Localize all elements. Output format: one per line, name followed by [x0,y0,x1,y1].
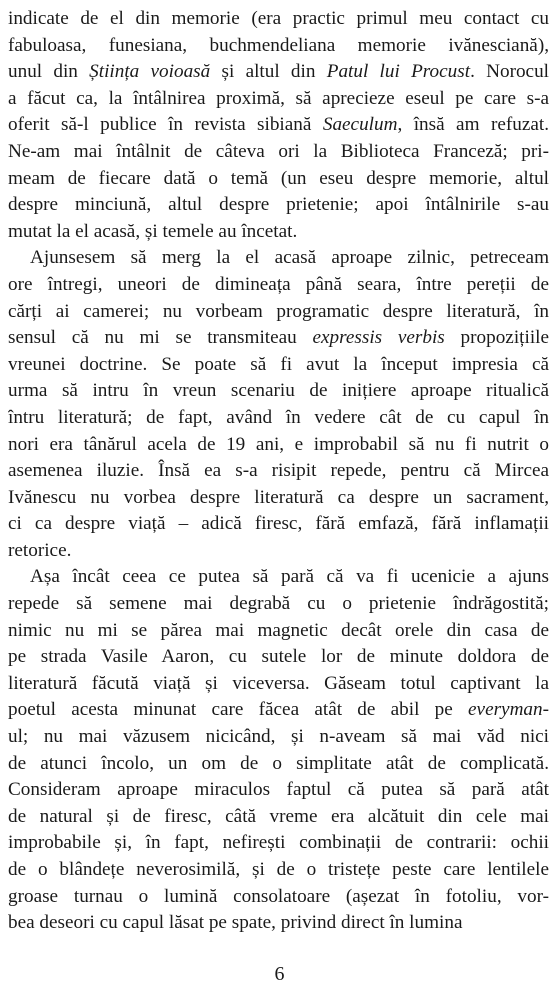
text-line [8,511,549,538]
text-line [8,538,549,565]
text-line [8,751,549,778]
body-text [8,6,549,937]
text-run: propozițiile [444,327,549,349]
text-run: pe strada Vasile Aaron, cu sutele lor de minute doldora de [8,646,549,668]
text-line [8,139,549,166]
text-line [8,618,549,645]
text-run: Ne-am mai întâlnit de câteva ori la Biblioteca Franceză; pri- [8,140,549,162]
text-line [8,458,549,485]
text-line [8,804,549,831]
text-line [8,378,549,405]
text-line [8,830,549,857]
text-run: unul din [8,61,90,83]
text-run: , însă am refuzat. [397,114,549,136]
text-line [8,644,549,671]
text-run: indicate de el din memorie (era practic primul meu contact cu [8,8,549,29]
text-run: Consideram aproape miraculos faptul că putea să pară atât [8,779,549,801]
paragraph [8,564,549,936]
text-line [8,857,549,884]
text-run: sensul că nu mi se transmiteau [8,327,313,349]
text-line [8,884,549,911]
italic-title: Patul lui Procust [326,61,471,83]
italic-title: Saeculum [322,114,398,136]
text-run: ci ca despre viață – adică firesc, fără emfază, fără inflamații [8,513,549,535]
text-run: meam de fiecare dată o temă (un eseu despre memorie, altul [8,167,549,189]
text-run: Așa încât ceea ce putea să pară că va fi ucenicie a ajuns [30,566,549,588]
paragraph [8,245,549,564]
text-line [8,192,549,219]
text-run: urma să intru în vreun scenariu de inițiere aproape ritualică [8,380,549,402]
text-run: asemenea iluzie. Însă ea s-a risipit repede, pentru că Mircea [8,460,549,482]
text-line [8,219,549,246]
text-run: ul; nu mai văzusem nicicând, și n-aveam să mai văd nici [8,726,549,748]
text-line [8,777,549,804]
text-run: Ivănescu nu vorbea despre literatură ca despre un sacrament, [8,486,549,508]
text-line [8,405,549,432]
text-run: retorice. [8,539,72,561]
text-line [8,325,549,352]
text-run: oferit să-l publice în revista sibiană [8,114,323,136]
text-run: Ajunsesem să merg la el acasă aproape zilnic, petreceam [30,247,549,269]
paragraph [8,6,549,245]
text-run: și altul din [210,61,327,83]
text-run: a făcut ca, la întâlnirea proximă, să aprecieze eseul pe care s-a [8,87,549,109]
text-run: despre minciună, altul despre prietenie; apoi întâlnirile s-au [8,194,549,216]
text-run: vreunei doctrine. Se poate să fi avut la început impresia că [8,353,549,375]
text-run: groase turnau o lumină consolatoare (așezat în fotoliu, vor- [8,885,549,907]
text-line [8,59,549,86]
text-run: de atunci încolo, un om de o simplitate atât de complicată. [8,752,549,774]
text-run: repede să semene mai degrabă cu o prietenie îndrăgostită; [8,593,549,615]
text-run: de o blândețe neverosimilă, și de o tristețe peste care lentilele [8,859,549,880]
text-line [8,112,549,139]
text-line [8,166,549,193]
text-line [8,86,549,113]
text-run: ore întregi, uneori de dimineața până seara, între pereții de [8,273,549,295]
text-run: de natural și de firesc, câtă vreme era alcătuit din cele mai [8,805,549,827]
text-line [8,910,549,937]
text-run: nori era tânărul acela de 19 ani, e improbabil să nu fi nutrit o [8,433,549,455]
italic-title: Știința voioasă [89,61,211,83]
text-line [8,6,549,33]
text-line [8,485,549,512]
text-line [8,352,549,379]
text-line [8,697,549,724]
text-line [8,724,549,751]
page-number: 6 [274,963,285,985]
text-run: mutat la el acasă, și temele au încetat. [8,220,298,242]
italic-title: expressis verbis [312,327,445,349]
text-run: literatură făcută viață și viceversa. Găseam totul captivant la [8,672,549,694]
text-run: cărți ai camerei; nu vorbeam programatic despre literatură, în [8,300,549,322]
text-line [8,671,549,698]
text-run: bea deseori cu capul lăsat pe spate, privind direct în lumina [8,912,463,934]
text-run: fabuloasa, funesiana, buchmendeliana memorie ivănesciană), [8,34,549,56]
text-line [8,299,549,326]
text-run: . Norocul [470,61,549,83]
text-run: întru literatură; de fapt, având în vedere cât de cu capul în [8,406,549,428]
text-line [8,564,549,591]
text-run: nimic nu mi se părea mai magnetic decât orele din casa de [8,619,549,641]
italic-title: everyman [468,699,543,721]
text-run: - [542,699,549,721]
text-line [8,245,549,272]
text-run: improbabile și, în fapt, nefirești combinații de contrarii: ochii [8,832,549,854]
text-line [8,591,549,618]
text-line [8,33,549,60]
text-line [8,272,549,299]
text-run: poetul acesta minunat care făcea atât de abil pe [8,699,469,721]
text-line [8,432,549,459]
